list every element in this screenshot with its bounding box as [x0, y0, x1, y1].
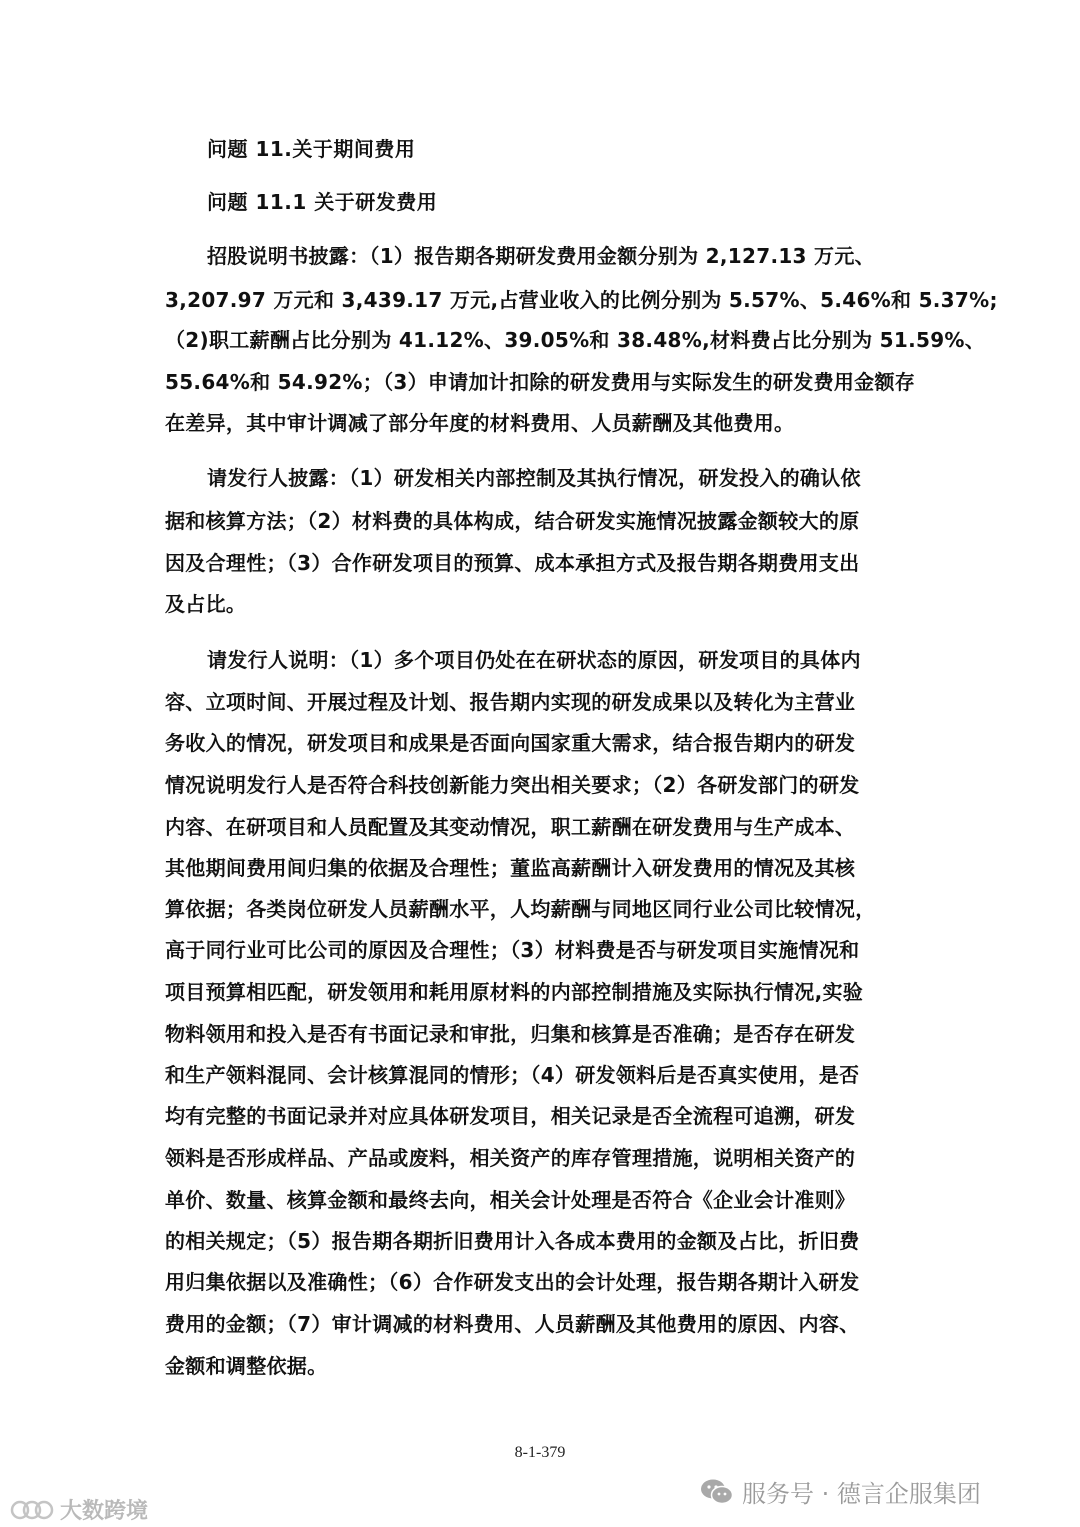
logo-icon: [10, 1498, 54, 1522]
paragraph-line: 和生产领料混同、会计核算混同的情形；（4）研发领料后是否真实使用，是否: [165, 1063, 860, 1087]
paragraph-line: 3,207.97 万元和 3,439.17 万元,占营业收入的比例分别为 5.57%、5.46%和 5.37%;: [165, 288, 998, 312]
page-number: 8-1-379: [514, 1444, 566, 1461]
paragraph-line: 均有完整的书面记录并对应具体研发项目，相关记录是否全流程可追溯，研发: [165, 1104, 856, 1128]
brand-watermark: [10, 1494, 148, 1525]
paragraph-line: 其他期间费用间归集的依据及合理性；董监高薪酬计入研发费用的情况及其核: [165, 856, 856, 880]
paragraph-line: 据和核算方法；（2）材料费的具体构成，结合研发实施情况披露金额较大的原: [165, 509, 860, 533]
paragraph-line: 在差异，其中审计调减了部分年度的材料费用、人员薪酬及其他费用。: [165, 411, 795, 435]
paragraph-line: 容、立项时间、开展过程及计划、报告期内实现的研发成果以及转化为主营业: [165, 690, 856, 714]
paragraph-line: 请发行人披露：（1）研发相关内部控制及其执行情况，研发投入的确认依: [207, 466, 861, 490]
paragraph-line: 请发行人说明：（1）多个项目仍处在在研状态的原因，研发项目的具体内: [207, 648, 861, 672]
paragraph-line: 算依据；各类岗位研发人员薪酬水平，人均薪酬与同地区同行业公司比较情况，: [165, 897, 876, 921]
paragraph-line: 金额和调整依据。: [165, 1354, 328, 1378]
wechat-icon: [700, 1478, 734, 1506]
section-heading: 问题 11.关于期间费用: [207, 137, 416, 161]
paragraph-line: 55.64%和 54.92%；（3）申请加计扣除的研发费用与实际发生的研发费用金额存: [165, 370, 916, 394]
paragraph-line: 及占比。: [165, 592, 247, 616]
paragraph-line: 费用的金额；（7）审计调减的材料费用、人员薪酬及其他费用的原因、内容、: [165, 1312, 860, 1336]
paragraph-line: 项目预算相匹配，研发领用和耗用原材料的内部控制措施及实际执行情况,实验: [165, 980, 864, 1004]
paragraph-line: 的相关规定；（5）报告期各期折旧费用计入各成本费用的金额及占比，折旧费: [165, 1229, 860, 1253]
watermark-text: 服务号 · 德言企服集团: [742, 1480, 981, 1508]
paragraph-line: 招股说明书披露：（1）报告期各期研发费用金额分别为 2,127.13 万元、: [207, 244, 875, 268]
paragraph-line: 物料领用和投入是否有书面记录和审批，归集和核算是否准确；是否存在研发: [165, 1022, 856, 1046]
paragraph-line: 务收入的情况，研发项目和成果是否面向国家重大需求，结合报告期内的研发: [165, 731, 856, 755]
paragraph-line: 单价、数量、核算金额和最终去向，相关会计处理是否符合《企业会计准则》: [165, 1188, 856, 1212]
paragraph-line: 用归集依据以及准确性；（6）合作研发支出的会计处理，报告期各期计入研发: [165, 1270, 860, 1294]
paragraph-line: 高于同行业可比公司的原因及合理性；（3）材料费是否与研发项目实施情况和: [165, 938, 860, 962]
paragraph-line: 情况说明发行人是否符合科技创新能力突出相关要求；（2）各研发部门的研发: [165, 773, 860, 797]
paragraph-line: （2)职工薪酬占比分别为 41.12%、39.05%和 38.48%,材料费占比分别为 51.59%、: [165, 328, 986, 352]
subsection-heading: 问题 11.1 关于研发费用: [207, 190, 438, 214]
paragraph-line: 因及合理性；（3）合作研发项目的预算、成本承担方式及报告期各期费用支出: [165, 551, 860, 575]
wechat-watermark: [700, 1474, 981, 1509]
paragraph-line: 内容、在研项目和人员配置及其变动情况，职工薪酬在研发费用与生产成本、: [165, 815, 856, 839]
paragraph-line: 领料是否形成样品、产品或废料，相关资产的库存管理措施，说明相关资产的: [165, 1146, 856, 1170]
watermark-text: 大数跨境: [60, 1499, 149, 1524]
